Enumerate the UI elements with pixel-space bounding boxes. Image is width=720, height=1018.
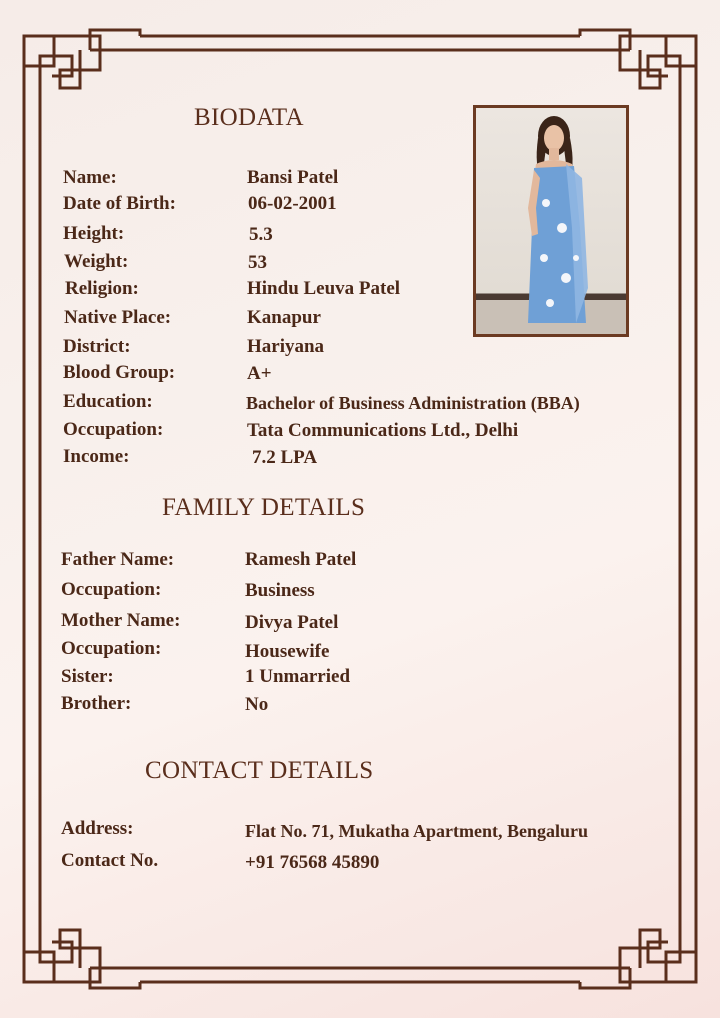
dob-value: 06-02-2001 bbox=[248, 193, 337, 214]
religion-label: Religion: bbox=[65, 278, 139, 299]
height-label: Height: bbox=[63, 223, 125, 244]
address-label: Address: bbox=[61, 818, 134, 839]
sister-value: 1 Unmarried bbox=[245, 666, 351, 687]
native-place-value: Kanapur bbox=[247, 307, 321, 328]
blood-group-value: A+ bbox=[247, 363, 272, 384]
native-place-label: Native Place: bbox=[64, 307, 172, 328]
district-value: Hariyana bbox=[247, 336, 325, 357]
address-value: Flat No. 71, Mukatha Apartment, Bengaluru bbox=[245, 821, 589, 841]
height-value: 5.3 bbox=[249, 224, 273, 245]
father-name-label: Father Name: bbox=[61, 549, 175, 570]
name-label: Name: bbox=[63, 167, 117, 188]
mother-name-label: Mother Name: bbox=[61, 610, 181, 631]
weight-value: 53 bbox=[248, 252, 267, 273]
religion-value: Hindu Leuva Patel bbox=[247, 278, 401, 299]
mother-occupation-value: Housewife bbox=[245, 641, 330, 662]
income-value: 7.2 LPA bbox=[252, 447, 318, 468]
occupation-value: Tata Communications Ltd., Delhi bbox=[247, 420, 519, 441]
brother-value: No bbox=[245, 694, 269, 715]
income-label: Income: bbox=[63, 446, 130, 467]
contact-no-value: +91 76568 45890 bbox=[245, 852, 380, 873]
mother-occupation-label: Occupation: bbox=[61, 638, 162, 659]
father-name-value: Ramesh Patel bbox=[245, 549, 357, 570]
brother-label: Brother: bbox=[61, 693, 132, 714]
sister-label: Sister: bbox=[61, 666, 114, 687]
page-title: BIODATA bbox=[194, 104, 304, 131]
portrait-photo bbox=[473, 105, 629, 337]
family-details-heading: FAMILY DETAILS bbox=[162, 494, 366, 521]
father-occupation-label: Occupation: bbox=[61, 579, 162, 600]
portrait-photo-icon bbox=[476, 108, 626, 334]
occupation-label: Occupation: bbox=[63, 419, 164, 440]
father-occupation-value: Business bbox=[245, 580, 315, 601]
name-value: Bansi Patel bbox=[247, 167, 339, 188]
education-label: Education: bbox=[63, 391, 153, 412]
education-value: Bachelor of Business Administration (BBA) bbox=[246, 393, 580, 413]
contact-details-heading: CONTACT DETAILS bbox=[145, 757, 374, 784]
mother-name-value: Divya Patel bbox=[245, 612, 339, 633]
blood-group-label: Blood Group: bbox=[63, 362, 176, 383]
weight-label: Weight: bbox=[64, 251, 129, 272]
contact-no-label: Contact No. bbox=[61, 850, 159, 871]
district-label: District: bbox=[63, 336, 131, 357]
dob-label: Date of Birth: bbox=[63, 193, 176, 214]
